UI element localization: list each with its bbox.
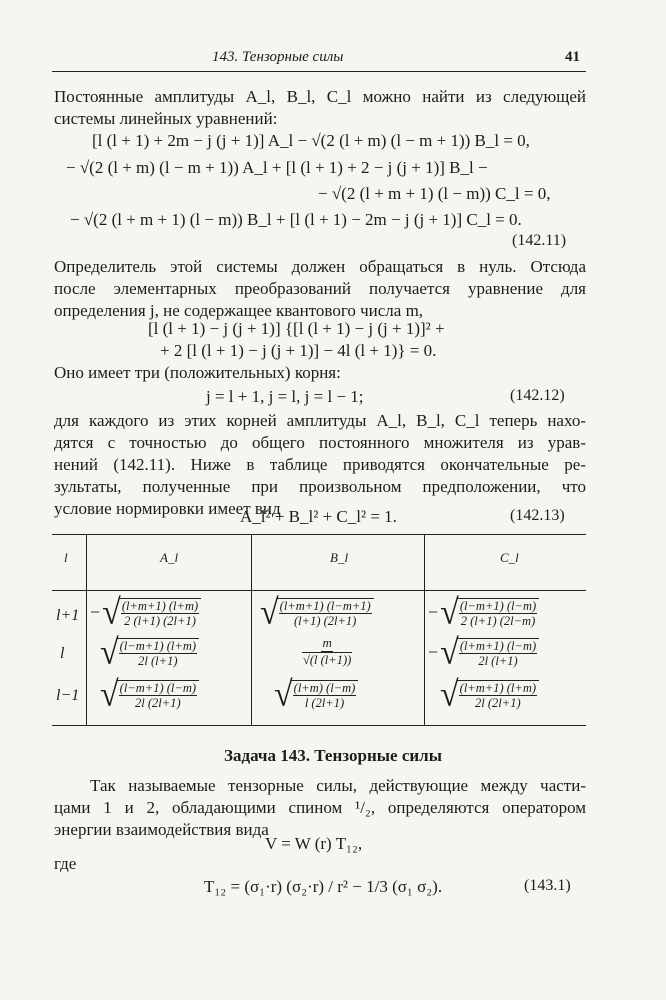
table-cell-b <box>300 636 354 667</box>
text-line: Оно имеет три (положительных) корня: <box>54 363 341 382</box>
table-cell-a <box>98 633 199 672</box>
sign: − <box>428 602 439 623</box>
numerator: (l+m) (l−m) <box>293 680 356 695</box>
table-header-l: l <box>64 550 68 565</box>
text-line: условие нормировки имеет вид <box>54 499 281 519</box>
equation-number: (143.1) <box>524 877 571 894</box>
table-cell-a <box>90 593 201 632</box>
page-number: 41 <box>565 49 580 65</box>
denominator: 2l (l+1) <box>138 654 178 668</box>
denominator: √(l (l+1)) <box>303 652 352 667</box>
denominator: 2 (l+1) (2l−m) <box>460 614 536 628</box>
fraction <box>277 598 374 629</box>
text-line: после элементарных преобразований получается уравнение для <box>54 279 586 299</box>
table-top-rule <box>52 534 586 535</box>
equation-line: − √(2 (l + m) (l − m + 1)) A_l + [l (l + 1) + 2 − j (j + 1)] B_l − <box>66 158 488 177</box>
text-line: зультаты, полученные при произвольном предположении, что <box>54 477 586 497</box>
fraction <box>457 638 539 669</box>
denominator: 2l (l+1) <box>478 654 518 668</box>
sqrt-icon: √ <box>100 633 119 672</box>
determinant-paragraph <box>54 256 586 322</box>
header-rule <box>52 71 586 72</box>
table-column-rule <box>86 534 87 725</box>
equation-number: (142.12) <box>510 387 565 404</box>
amplitudes-paragraph <box>54 410 586 520</box>
table-cell-b <box>272 675 358 714</box>
text-line: нений (142.11). Ниже в таблице приводятся окончательные ре- <box>54 455 586 475</box>
text-line: определения j, не содержащее квантового числа m, <box>54 301 424 321</box>
denominator: 2l (2l+1) <box>135 696 181 710</box>
equation-number: (142.13) <box>510 507 565 524</box>
text-line: Определитель этой системы должен обращаться в нуль. Отсюда <box>54 257 586 276</box>
sqrt-icon: √ <box>100 675 119 714</box>
denominator: 2l (2l+1) <box>475 696 521 710</box>
fraction <box>300 636 354 667</box>
table-row-label: l−1 <box>56 687 80 704</box>
equation-line: + 2 [l (l + 1) − j (j + 1)] − 4l (l + 1)} = 0. <box>160 341 437 360</box>
table-column-rule <box>424 534 425 725</box>
denominator: (l+1) (2l+1) <box>294 614 357 628</box>
numerator: (l−m+1) (l−m) <box>459 598 537 613</box>
section-title: Задача 143. Тензорные силы <box>224 746 442 765</box>
numerator: (l+m+1) (l−m) <box>459 638 537 653</box>
fraction <box>117 680 199 711</box>
sqrt-icon: √ <box>440 675 459 714</box>
table-row-label: l <box>60 645 65 662</box>
table-header-b: B_l <box>330 550 349 565</box>
text-line: Постоянные амплитуды A_l, B_l, C_l можно найти из следующей <box>54 87 586 106</box>
sqrt-icon: √ <box>102 593 121 632</box>
table-row-label: l+1 <box>56 607 80 624</box>
numerator: (l−m+1) (l−m) <box>119 680 197 695</box>
table-header-a: A_l <box>160 550 179 565</box>
equation-line: [l (l + 1) − j (j + 1)] {[l (l + 1) − j (j + 1)]² + <box>148 319 445 338</box>
potential-equation: V = W (r) T₁₂, <box>265 834 363 853</box>
roots-intro <box>54 362 586 384</box>
equation-line: [l (l + 1) + 2m − j (j + 1)] A_l − √(2 (l + m) (l − m + 1)) B_l = 0, <box>92 131 530 150</box>
table-cell-c <box>438 675 539 714</box>
table-header-rule <box>52 590 586 591</box>
numerator: m <box>322 635 332 650</box>
table-header-c: C_l <box>500 550 519 565</box>
running-title: 143. Тензорные силы <box>212 49 344 65</box>
fraction <box>119 598 201 629</box>
denominator: 2 (l+1) (2l+1) <box>124 614 196 628</box>
sqrt-icon: √ <box>274 675 293 714</box>
table-cell-a <box>98 675 199 714</box>
sqrt-icon: √ <box>440 633 459 672</box>
numerator: (l+m+1) (l+m) <box>121 598 199 613</box>
problem-paragraph <box>54 775 586 841</box>
equation-line: − √(2 (l + m + 1) (l − m)) B_l + [l (l + 1) − 2m − j (j + 1)] C_l = 0. <box>70 210 522 229</box>
numerator: (l+m+1) (l−m+1) <box>279 598 371 613</box>
equation-line: − √(2 (l + m + 1) (l − m)) C_l = 0, <box>318 184 551 203</box>
table-cell-c <box>428 633 539 672</box>
text-line: где <box>54 854 77 873</box>
sign: − <box>428 642 439 663</box>
text-line: Так называемые тензорные силы, действующие между части- <box>90 776 586 795</box>
fraction <box>457 680 539 711</box>
fraction <box>117 638 199 669</box>
table-bottom-rule <box>52 725 586 726</box>
numerator: (l+m+1) (l+m) <box>459 680 537 695</box>
text-line: энергии взаимодействия вида <box>54 820 269 840</box>
tensor-operator-equation: T₁₂ = (σ₁·r) (σ₂·r) / r² − 1/3 (σ₁ σ₂). <box>204 877 443 896</box>
where-word <box>54 853 586 875</box>
sqrt-icon: √ <box>260 593 279 632</box>
sqrt-icon: √ <box>440 593 459 632</box>
text-line: дятся с точностью до общего постоянного множителя из урав- <box>54 433 586 453</box>
table-column-rule <box>251 534 252 725</box>
numerator: (l−m+1) (l+m) <box>119 638 197 653</box>
text-line: цами 1 и 2, обладающими спином ¹/₂, определяются оператором <box>54 798 586 818</box>
denominator: l (2l+1) <box>304 696 345 710</box>
equation-number: (142.11) <box>512 232 567 249</box>
normalization-equation: A_l² + B_l² + C_l² = 1. <box>240 507 397 526</box>
text-line: системы линейных уравнений: <box>54 109 278 129</box>
text-line: для каждого из этих корней амплитуды A_l, B_l, C_l теперь нахо- <box>54 411 586 430</box>
fraction <box>457 598 539 629</box>
table-cell-b <box>258 593 374 632</box>
table-cell-c <box>428 593 539 632</box>
intro-paragraph <box>54 86 586 130</box>
sign: − <box>90 602 101 623</box>
roots-equation: j = l + 1, j = l, j = l − 1; <box>206 387 364 406</box>
fraction <box>291 680 359 711</box>
